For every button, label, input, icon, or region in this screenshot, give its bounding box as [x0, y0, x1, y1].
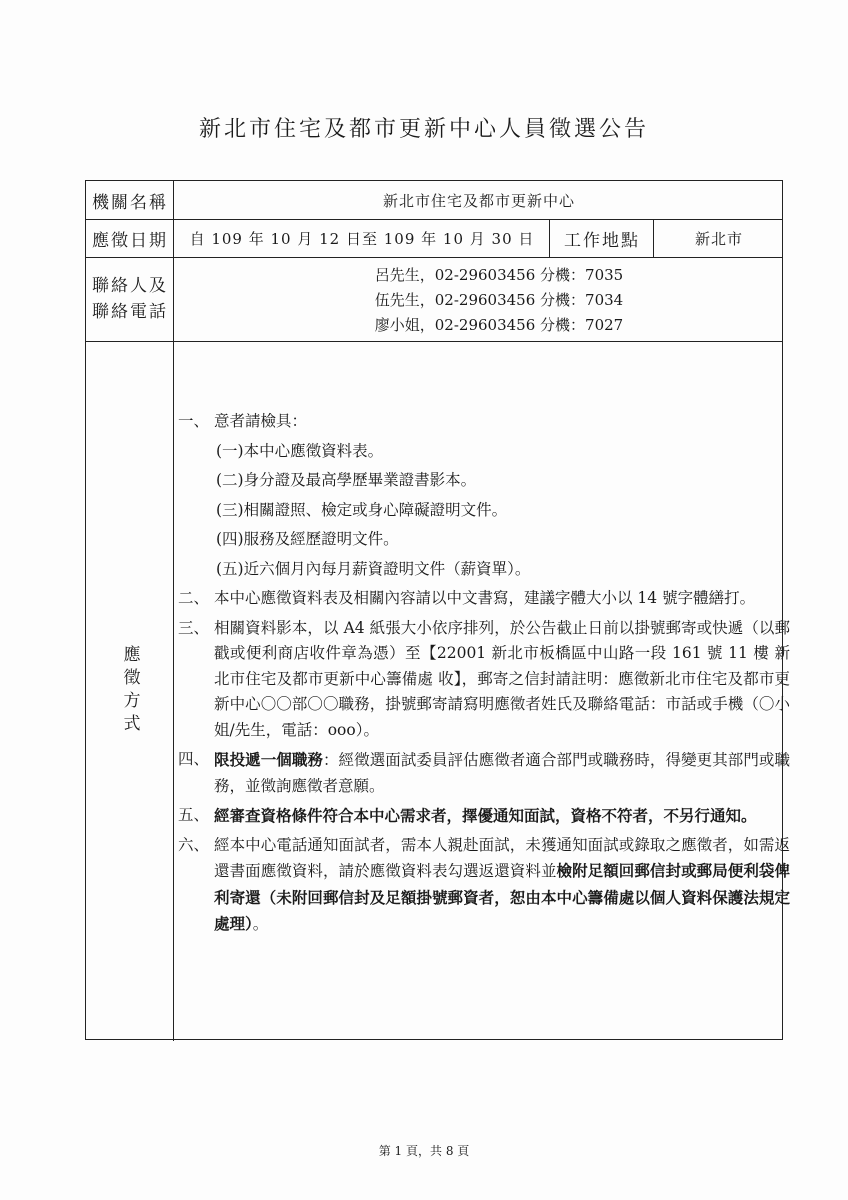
- method-label-text: 應徵方式: [119, 645, 140, 737]
- contact-label-line: 聯絡電話: [92, 302, 168, 322]
- sub-item: (二)身分證及最高學歷畢業證書影本。: [216, 471, 477, 489]
- item-text-start: 經本中心電話通知面試者，需本人親赴面試，未獲通知面試或錄取之應徵者，如需返還書面應徵資料，請於應徵資料表勾選返還資料並: [214, 835, 790, 880]
- list-item: [178, 747, 790, 799]
- list-item: [178, 586, 790, 612]
- item-number: 五、: [178, 806, 210, 824]
- row-divider: [86, 257, 782, 258]
- item-text: [214, 747, 790, 799]
- location-value: 新北市: [694, 229, 743, 248]
- item-text: [214, 833, 790, 938]
- item-number: 一、: [178, 412, 210, 430]
- contact-label-line: 聯絡人及: [92, 276, 168, 296]
- date-label: 應徵日期: [92, 230, 168, 251]
- item-text-end: 。: [252, 915, 269, 933]
- agency-label: 機關名稱: [92, 192, 168, 213]
- contact-item: 呂先生，02-29603456 分機：7035: [374, 266, 624, 284]
- list-item: [178, 616, 790, 744]
- item-text: 相關資料影本，以 A4 紙張大小依序排列，於公告截止日前以掛號郵寄或快遞（以郵戳或便利商店收件章為憑）至【22001 新北市板橋區中山路一段 161 號 11 樓 新北市住宅及都市更新中心籌備處 收】，郵寄之信封請註明：應徵新北市住宅及都市更新中心〇〇部〇〇職務，掛號郵寄請寫明應徵者姓氏及聯絡電話：市話或手機（〇小姐/先生，電話：ooo）。: [214, 618, 790, 739]
- item-text: 本中心應徵資料表及相關內容請以中文書寫，建議字體大小以 14 號字體繕打。: [214, 589, 756, 607]
- item-number: 二、: [178, 589, 210, 607]
- method-label: [86, 341, 174, 1041]
- contact-item: 伍先生，02-29603456 分機：7034: [374, 291, 624, 309]
- item-text: 經審查資格條件符合本中心需求者，擇優通知面試，資格不符者，不另行通知。: [214, 806, 757, 825]
- item-number: 四、: [178, 750, 210, 768]
- location-label: 工作地點: [564, 230, 640, 251]
- sub-item: (五)近六個月內每月薪資證明文件（薪資單）。: [216, 559, 531, 578]
- list-item: [178, 803, 790, 829]
- item-emphasis: 限投遞一個職務: [214, 750, 323, 769]
- date-value: 自 109 年 10 月 12 日至 109 年 10 月 30 日: [189, 229, 535, 248]
- list-item: [178, 409, 790, 435]
- item-text: 意者請檢具：: [214, 412, 308, 430]
- page-title: 新北市住宅及都市更新中心人員徵選公告: [198, 117, 649, 142]
- contact-list: [174, 263, 784, 343]
- contact-label: [86, 257, 174, 341]
- agency-value: 新北市住宅及都市更新中心: [382, 191, 575, 210]
- item-emphasis: 檢附足額回郵信封或郵局便利袋俾利寄還（未附回郵信封及足額掛號郵資者，恕由本中心籌備處以個人資料保護法規定處理）: [214, 861, 790, 933]
- contact-item: 廖小姐，02-29603456 分機：7027: [374, 316, 624, 334]
- page-number: 第 1 頁，共 8 頁: [378, 1144, 470, 1158]
- item-number: 三、: [178, 618, 210, 637]
- list-item: [178, 833, 790, 938]
- sub-item: (一)本中心應徵資料表。: [216, 441, 384, 460]
- application-instructions: [178, 409, 790, 942]
- announcement-table: [85, 180, 790, 1040]
- item-text-rest: ：經徵選面試委員評估應徵者適合部門或職務時，得變更其部門或職務，並徵詢應徵者意願。: [214, 751, 790, 795]
- sub-item: (三)相關證照、檢定或身心障礙證明文件。: [216, 500, 508, 519]
- item-number: 六、: [178, 835, 210, 854]
- sub-item: (四)服務及經歷證明文件。: [216, 530, 399, 548]
